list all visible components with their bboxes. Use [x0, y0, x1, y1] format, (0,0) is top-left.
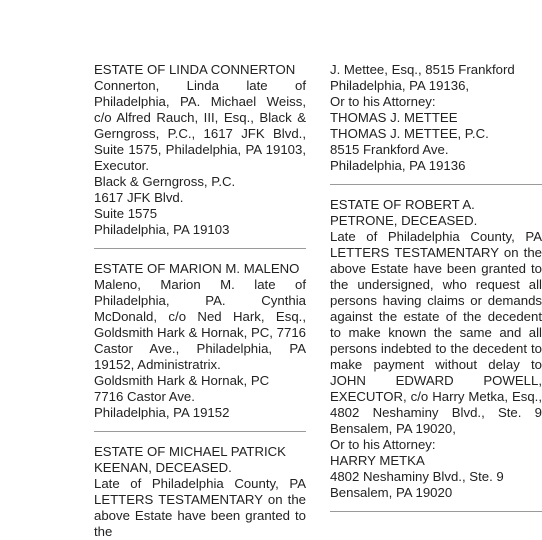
notice-heading: PETRONE, DECEASED. — [330, 213, 478, 228]
estate-notice-petrone — [330, 197, 542, 501]
address-line: Philadelphia, PA 19103 — [94, 222, 230, 237]
address-line: Goldsmith Hark & Hornak, PC — [94, 373, 270, 388]
estate-notice-connerton — [94, 62, 306, 238]
notice-body-line: THOMAS J. METTEE, P.C. — [330, 126, 489, 141]
address-line: Black & Gerngross, P.C. — [94, 174, 236, 189]
notice-body: Maleno, Marion M. late of Philadelphia, PA. Cynthia McDonald, c/o Ned Hark, Esq., Goldsmith Hark & Hornak, PC, 7716 Castor Ave., Philadelphia, PA 19152, Administratrix. — [94, 277, 306, 372]
attorney-line: HARRY METKA — [330, 453, 425, 468]
attorney-line: 4802 Neshaminy Blvd., Ste. 9 — [330, 469, 504, 484]
divider-line — [330, 184, 542, 185]
notice-heading: ESTATE OF LINDA CONNERTON — [94, 62, 296, 77]
attorney-line: Or to his Attorney: — [330, 437, 436, 452]
notice-body-line: Philadelphia, PA 19136, — [330, 78, 470, 93]
notice-heading: KEENAN, DECEASED. — [94, 460, 232, 475]
estate-notice-continued — [330, 62, 542, 174]
notice-body: Connerton, Linda late of Philadelphia, PA. Michael Weiss, c/o Alfred Rauch, III, Esq., Black & Gerngross, P.C., 1617 JFK Blvd., Suite 1575, Philadelphia, PA 19103, Executor. — [94, 78, 306, 173]
notice-body-line: Or to his Attorney: — [330, 94, 436, 109]
divider-line — [94, 248, 306, 249]
address-line: 1617 JFK Blvd. — [94, 190, 184, 205]
estate-notice-maleno — [94, 261, 306, 421]
address-line: Philadelphia, PA 19152 — [94, 405, 230, 420]
notice-body: Late of Philadelphia County, PA LETTERS TESTAMENTARY on the above Estate have been granted to the — [94, 476, 306, 539]
notice-heading: ESTATE OF MICHAEL PATRICK — [94, 444, 286, 459]
notice-heading: ESTATE OF MARION M. MALENO — [94, 261, 300, 276]
notice-body-line: 8515 Frankford Ave. — [330, 142, 449, 157]
right-column — [330, 62, 542, 524]
notice-heading: ESTATE OF ROBERT A. — [330, 197, 475, 212]
address-line: Suite 1575 — [94, 206, 158, 221]
attorney-line: Bensalem, PA 19020 — [330, 485, 453, 500]
notice-body-line: THOMAS J. METTEE — [330, 110, 458, 125]
notice-body-line: J. Mettee, Esq., 8515 Frankford — [330, 62, 515, 77]
divider-line — [94, 431, 306, 432]
notice-body-line: Philadelphia, PA 19136 — [330, 158, 466, 173]
address-line: 7716 Castor Ave. — [94, 389, 195, 404]
divider-line — [330, 511, 542, 512]
estate-notice-keenan — [94, 444, 306, 540]
left-column — [94, 62, 306, 540]
notice-body: Late of Philadelphia County, PA LETTERS TESTAMENTARY on the above Estate have been granted to the undersigned, who request all persons having claims or demands against the estate of the decedent to make known the same and all persons indebted to the decedent to make payment without delay to JOHN EDWARD POWELL, EXECUTOR, c/o Harry Metka, Esq., 4802 Neshaminy Blvd., Ste. 9 Bensalem, PA 19020, — [330, 229, 542, 436]
